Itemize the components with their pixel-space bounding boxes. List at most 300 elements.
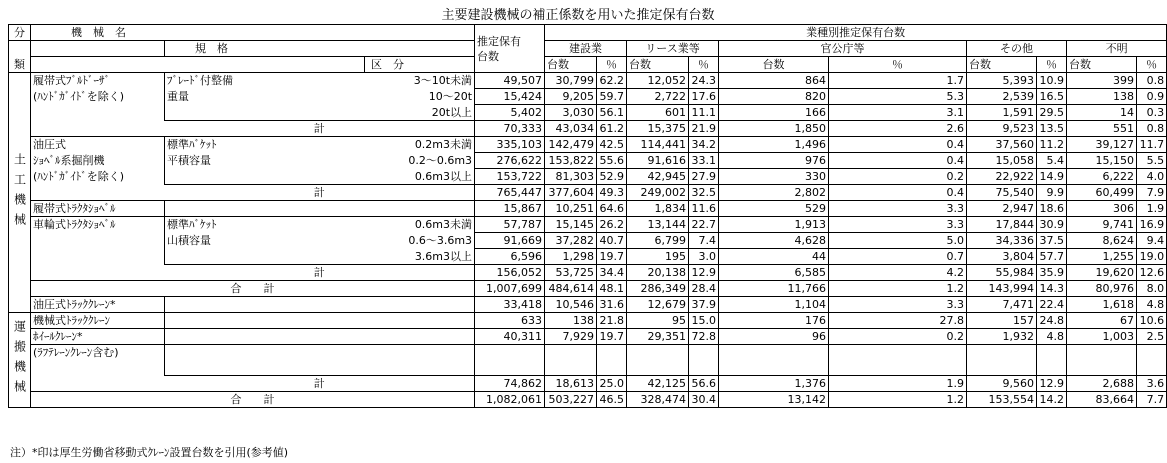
cell-blank [31,265,165,281]
cell-lease-pct: 32.5 [689,185,719,201]
cell-unknown-units: 67 [1067,313,1137,329]
cell-government-pct: 3.1 [829,105,967,121]
cell-unknown-units: 15,150 [1067,153,1137,169]
cell-unknown-units: 19,620 [1067,265,1137,281]
cell-blank [719,360,829,376]
cell-subtotal-label: 計 [165,265,475,281]
header-pct-government: ％ [829,57,967,73]
cell-construction-pct: 34.4 [597,265,627,281]
cell-other-pct: 18.6 [1037,201,1067,217]
cell-construction-pct: 46.5 [597,392,627,408]
cell-other-pct: 9.9 [1037,185,1067,201]
cell-blank [475,345,545,361]
cell-blank [627,360,689,376]
cell-spec: 標準ﾊﾞｹｯﾄ [165,137,365,153]
cell-construction-pct: 21.8 [597,313,627,329]
cell-unknown-units: 60,499 [1067,185,1137,201]
cell-blank [165,329,475,345]
header-bunrui-top: 分 [9,25,31,41]
cell-lease-units: 42,125 [627,376,689,392]
header-pct-construction: ％ [597,57,627,73]
cell-machine-name: 機械式ﾄﾗｯｸｸﾚｰﾝ [31,313,165,329]
table-row [9,185,1167,201]
cell-lease-units: 20,138 [627,265,689,281]
cell-lease-pct: 28.4 [689,281,719,297]
cell-government-units: 1,850 [719,121,829,137]
cell-spec [165,249,365,265]
cell-machine-name: 油圧式ﾄﾗｯｸｸﾚｰﾝ* [31,297,165,313]
cell-government-units: 166 [719,105,829,121]
cell-government-pct: 0.2 [829,329,967,345]
header-units-government: 台数 [719,57,829,73]
cell-construction-pct: 55.6 [597,153,627,169]
header-units-unknown: 台数 [1067,57,1137,73]
cell-government-units: 1,496 [719,137,829,153]
cell-lease-pct: 72.8 [689,329,719,345]
cell-unknown-pct: 0.8 [1137,121,1167,137]
cell-lease-pct: 7.4 [689,233,719,249]
cell-government-pct: 5.0 [829,233,967,249]
cell-government-pct: 3.3 [829,297,967,313]
cell-blank [1067,360,1137,376]
cell-unknown-pct: 3.6 [1137,376,1167,392]
cell-unknown-pct: 4.0 [1137,169,1167,185]
cell-lease-pct: 15.0 [689,313,719,329]
cell-lease-units: 12,679 [627,297,689,313]
cell-other-pct: 24.8 [1037,313,1067,329]
cell-unknown-pct: 5.5 [1137,153,1167,169]
cell-lease-pct: 21.9 [689,121,719,137]
cell-unknown-units: 551 [1067,121,1137,137]
cell-machine-name: 履帯式ﾄﾗｸﾀｼｮﾍﾞﾙ [31,201,165,217]
cell-division: 0.6m3以上 [365,169,475,185]
cell-other-units: 75,540 [967,185,1037,201]
cell-lease-pct: 34.2 [689,137,719,153]
cell-other-pct: 12.9 [1037,376,1067,392]
cell-unknown-pct: 11.7 [1137,137,1167,153]
cell-other-units: 34,336 [967,233,1037,249]
cell-unknown-units: 83,664 [1067,392,1137,408]
cell-blank [1037,360,1067,376]
cell-government-pct: 0.4 [829,137,967,153]
cell-estimated-total: 765,447 [475,185,545,201]
cell-unknown-units: 306 [1067,201,1137,217]
cell-unknown-pct: 1.9 [1137,201,1167,217]
cell-unknown-pct: 2.5 [1137,329,1167,345]
table-row [9,345,1167,361]
cell-estimated-total: 15,867 [475,201,545,217]
cell-division: 0.6～3.6m3 [365,233,475,249]
cell-government-pct: 1.2 [829,281,967,297]
header-lease: リース業等 [627,41,719,57]
cell-unknown-pct: 16.9 [1137,217,1167,233]
cell-construction-pct: 64.6 [597,201,627,217]
cell-estimated-total: 33,418 [475,297,545,313]
cell-other-pct: 14.2 [1037,392,1067,408]
cell-estimated-total: 15,424 [475,89,545,105]
cell-lease-pct: 37.9 [689,297,719,313]
cell-estimated-total: 57,787 [475,217,545,233]
cell-unknown-pct: 12.6 [1137,265,1167,281]
table-row [9,201,1167,217]
cell-estimated-total: 91,669 [475,233,545,249]
cell-construction-units: 1,298 [545,249,597,265]
cell-lease-pct: 56.6 [689,376,719,392]
cell-blank [719,345,829,361]
cell-lease-pct: 22.7 [689,217,719,233]
cell-government-units: 2,802 [719,185,829,201]
table-row [9,249,1167,265]
cell-subtotal-label: 計 [165,376,475,392]
cell-lease-units: 15,375 [627,121,689,137]
cell-unknown-pct: 8.0 [1137,281,1167,297]
cell-construction-pct: 40.7 [597,233,627,249]
cell-lease-pct: 30.4 [689,392,719,408]
category-cell: 土工機械 [9,73,31,313]
table-row [9,105,1167,121]
cell-machine-name: (ﾗﾌﾃﾚｰﾝｸﾚｰﾝ含む) [31,345,165,361]
header-spec: 規 格 [165,41,475,57]
cell-blank [1137,360,1167,376]
cell-other-pct: 22.4 [1037,297,1067,313]
cell-government-units: 176 [719,313,829,329]
table-row [9,233,1167,249]
cell-estimated-total: 49,507 [475,73,545,89]
cell-construction-units: 37,282 [545,233,597,249]
cell-lease-pct: 24.3 [689,73,719,89]
cell-machine-name: 車輪式ﾄﾗｸﾀｼｮﾍﾞﾙ [31,217,165,233]
cell-other-units: 3,804 [967,249,1037,265]
header-construction: 建設業 [545,41,627,57]
cell-lease-units: 6,799 [627,233,689,249]
cell-government-pct: 0.7 [829,249,967,265]
cell-government-pct: 4.2 [829,265,967,281]
cell-estimated-total: 1,082,061 [475,392,545,408]
cell-other-pct: 14.3 [1037,281,1067,297]
cell-other-pct: 37.5 [1037,233,1067,249]
cell-blank [31,121,165,137]
cell-lease-units: 286,349 [627,281,689,297]
cell-estimated-total: 5,402 [475,105,545,121]
cell-other-units: 7,471 [967,297,1037,313]
cell-division: 0.2m3未満 [365,137,475,153]
header-by-industry: 業種別推定保有台数 [545,25,1167,41]
cell-government-pct: 2.6 [829,121,967,137]
cell-unknown-units: 39,127 [1067,137,1137,153]
cell-construction-pct: 59.7 [597,89,627,105]
cell-unknown-pct: 9.4 [1137,233,1167,249]
cell-estimated-total: 276,622 [475,153,545,169]
cell-spec: 平積容量 [165,153,365,169]
cell-division: 0.6m3未満 [365,217,475,233]
header-estimated-total: 推定保有 台数 [475,25,545,73]
cell-construction-pct: 56.1 [597,105,627,121]
cell-government-units: 864 [719,73,829,89]
cell-division: 20t以上 [365,105,475,121]
cell-unknown-pct: 7.7 [1137,392,1167,408]
cell-blank [689,345,719,361]
cell-government-pct: 1.2 [829,392,967,408]
table-row [9,329,1167,345]
cell-lease-pct: 27.9 [689,169,719,185]
cell-government-pct: 0.4 [829,153,967,169]
cell-estimated-total: 6,596 [475,249,545,265]
table-body [9,73,1167,408]
header-pct-unknown: ％ [1137,57,1167,73]
cell-unknown-units: 14 [1067,105,1137,121]
cell-construction-units: 15,145 [545,217,597,233]
cell-blank [627,345,689,361]
header-machine-name: 機 械 名 [31,25,475,41]
cell-lease-pct: 33.1 [689,153,719,169]
cell-other-pct: 30.9 [1037,217,1067,233]
cell-machine-name [31,360,165,376]
cell-construction-pct: 48.1 [597,281,627,297]
cell-lease-pct: 12.9 [689,265,719,281]
cell-unknown-units: 80,976 [1067,281,1137,297]
cell-unknown-pct: 10.6 [1137,313,1167,329]
cell-machine-name: 履帯式ﾌﾞﾙﾄﾞｰｻﾞ [31,73,165,89]
table-row [9,360,1167,376]
cell-estimated-total: 74,862 [475,376,545,392]
table-row [9,281,1167,297]
table-row [9,153,1167,169]
cell-lease-units: 13,144 [627,217,689,233]
cell-other-pct: 57.7 [1037,249,1067,265]
cell-other-pct: 13.5 [1037,121,1067,137]
cell-lease-units: 42,945 [627,169,689,185]
cell-construction-units: 9,205 [545,89,597,105]
cell-other-units: 17,844 [967,217,1037,233]
cell-blank [165,313,475,329]
cell-lease-units: 91,616 [627,153,689,169]
header-division: 区 分 [365,57,475,73]
table-row [9,137,1167,153]
cell-other-pct: 4.8 [1037,329,1067,345]
cell-unknown-units: 1,255 [1067,249,1137,265]
cell-unknown-units: 138 [1067,89,1137,105]
cell-spec [165,169,365,185]
cell-spec: 山積容量 [165,233,365,249]
cell-government-units: 6,585 [719,265,829,281]
cell-unknown-pct: 7.9 [1137,185,1167,201]
cell-estimated-total: 40,311 [475,329,545,345]
cell-construction-units: 377,604 [545,185,597,201]
machine-table [8,24,1167,408]
cell-unknown-units: 1,003 [1067,329,1137,345]
cell-blank [545,345,597,361]
cell-blank [165,360,475,376]
table-row [9,169,1167,185]
cell-blank [967,345,1037,361]
cell-estimated-total: 153,722 [475,169,545,185]
cell-other-units: 55,984 [967,265,1037,281]
cell-government-units: 1,913 [719,217,829,233]
table-row [9,217,1167,233]
cell-government-units: 330 [719,169,829,185]
cell-blank [165,345,475,361]
cell-unknown-pct: 0.9 [1137,89,1167,105]
cell-blank [597,345,627,361]
cell-other-pct: 10.9 [1037,73,1067,89]
cell-spec: ﾌﾞﾚｰﾄﾞ付整備 [165,73,365,89]
cell-machine-name [31,105,165,121]
header-pct-other: ％ [1037,57,1067,73]
header-units-construction: 台数 [545,57,597,73]
cell-construction-units: 138 [545,313,597,329]
table-row [9,265,1167,281]
cell-blank [31,376,165,392]
cell-construction-pct: 52.9 [597,169,627,185]
header-units-other: 台数 [967,57,1037,73]
cell-construction-units: 18,613 [545,376,597,392]
cell-construction-units: 3,030 [545,105,597,121]
cell-government-units: 4,628 [719,233,829,249]
cell-government-pct: 0.4 [829,185,967,201]
cell-other-units: 5,393 [967,73,1037,89]
cell-other-units: 2,539 [967,89,1037,105]
cell-total-label: 合 計 [31,281,475,297]
cell-government-pct: 3.3 [829,201,967,217]
cell-unknown-pct: 0.3 [1137,105,1167,121]
cell-lease-units: 2,722 [627,89,689,105]
cell-division: 3～10t未満 [365,73,475,89]
cell-construction-pct: 62.2 [597,73,627,89]
cell-unknown-units: 2,688 [1067,376,1137,392]
cell-other-pct: 11.2 [1037,137,1067,153]
cell-unknown-pct: 19.0 [1137,249,1167,265]
cell-government-pct: 5.3 [829,89,967,105]
cell-lease-units: 29,351 [627,329,689,345]
cell-subtotal-label: 計 [165,185,475,201]
cell-estimated-total: 1,007,699 [475,281,545,297]
cell-government-units: 1,104 [719,297,829,313]
cell-government-units: 529 [719,201,829,217]
cell-other-units: 15,058 [967,153,1037,169]
cell-construction-units: 142,479 [545,137,597,153]
cell-other-pct: 5.4 [1037,153,1067,169]
cell-estimated-total: 156,052 [475,265,545,281]
cell-division: 10～20t [365,89,475,105]
cell-government-units: 44 [719,249,829,265]
cell-estimated-total: 633 [475,313,545,329]
cell-unknown-pct: 0.8 [1137,73,1167,89]
cell-other-units: 143,994 [967,281,1037,297]
cell-lease-units: 601 [627,105,689,121]
cell-government-pct: 1.7 [829,73,967,89]
cell-blank [1137,345,1167,361]
cell-machine-name [31,249,165,265]
cell-machine-name: (ﾊﾝﾄﾞｶﾞｲﾄﾞを除く) [31,89,165,105]
cell-subtotal-label: 計 [165,121,475,137]
cell-construction-pct: 19.7 [597,329,627,345]
cell-construction-pct: 31.6 [597,297,627,313]
cell-lease-units: 114,441 [627,137,689,153]
cell-other-pct: 29.5 [1037,105,1067,121]
cell-construction-units: 43,034 [545,121,597,137]
cell-government-pct: 0.2 [829,169,967,185]
cell-blank [689,360,719,376]
table-row [9,297,1167,313]
cell-unknown-units: 399 [1067,73,1137,89]
cell-construction-pct: 49.3 [597,185,627,201]
cell-spec: 標準ﾊﾞｹｯﾄ [165,217,365,233]
cell-other-pct: 16.5 [1037,89,1067,105]
cell-spec [165,105,365,121]
cell-lease-units: 328,474 [627,392,689,408]
cell-blank [1067,345,1137,361]
cell-other-units: 37,560 [967,137,1037,153]
table-row [9,89,1167,105]
cell-machine-name: (ﾊﾝﾄﾞｶﾞｲﾄﾞを除く) [31,169,165,185]
cell-division: 3.6m3以上 [365,249,475,265]
cell-other-units: 157 [967,313,1037,329]
cell-blank [967,360,1037,376]
cell-machine-name: ｼｮﾍﾞﾙ系掘削機 [31,153,165,169]
cell-construction-units: 7,929 [545,329,597,345]
cell-blank [597,360,627,376]
cell-construction-pct: 26.2 [597,217,627,233]
cell-construction-units: 10,546 [545,297,597,313]
cell-blank [475,360,545,376]
cell-machine-name: ﾎｲｰﾙｸﾚｰﾝ* [31,329,165,345]
cell-unknown-units: 6,222 [1067,169,1137,185]
cell-construction-pct: 42.5 [597,137,627,153]
cell-government-units: 976 [719,153,829,169]
cell-unknown-pct: 4.8 [1137,297,1167,313]
cell-government-pct: 1.9 [829,376,967,392]
cell-machine-name [31,233,165,249]
header-government: 官公庁等 [719,41,967,57]
cell-construction-units: 53,725 [545,265,597,281]
cell-other-units: 1,932 [967,329,1037,345]
cell-blank [1037,345,1067,361]
cell-division: 0.2～0.6m3 [365,153,475,169]
cell-unknown-units: 9,741 [1067,217,1137,233]
table-row [9,73,1167,89]
table-row [9,121,1167,137]
cell-construction-units: 503,227 [545,392,597,408]
cell-government-units: 11,766 [719,281,829,297]
cell-government-pct: 27.8 [829,313,967,329]
header-units-lease: 台数 [627,57,689,73]
cell-lease-pct: 11.6 [689,201,719,217]
cell-estimated-total: 335,103 [475,137,545,153]
cell-lease-units: 195 [627,249,689,265]
header-pct-lease: ％ [689,57,719,73]
cell-construction-units: 30,799 [545,73,597,89]
cell-construction-units: 484,614 [545,281,597,297]
cell-blank [165,201,475,217]
cell-unknown-units: 8,624 [1067,233,1137,249]
table-row [9,313,1167,329]
cell-construction-units: 10,251 [545,201,597,217]
table-row [9,376,1167,392]
cell-blank [165,297,475,313]
cell-construction-units: 153,822 [545,153,597,169]
cell-government-units: 96 [719,329,829,345]
footnote: 注）*印は厚生労働省移動式ｸﾚｰﾝ設置台数を引用(参考値) [10,446,289,459]
cell-lease-units: 95 [627,313,689,329]
cell-lease-pct: 17.6 [689,89,719,105]
cell-construction-pct: 19.7 [597,249,627,265]
header-other: その他 [967,41,1067,57]
cell-other-units: 9,523 [967,121,1037,137]
page-title: 主要建設機械の補正係数を用いた推定保有台数 [441,8,715,23]
cell-other-units: 153,554 [967,392,1037,408]
cell-lease-pct: 3.0 [689,249,719,265]
cell-government-units: 820 [719,89,829,105]
